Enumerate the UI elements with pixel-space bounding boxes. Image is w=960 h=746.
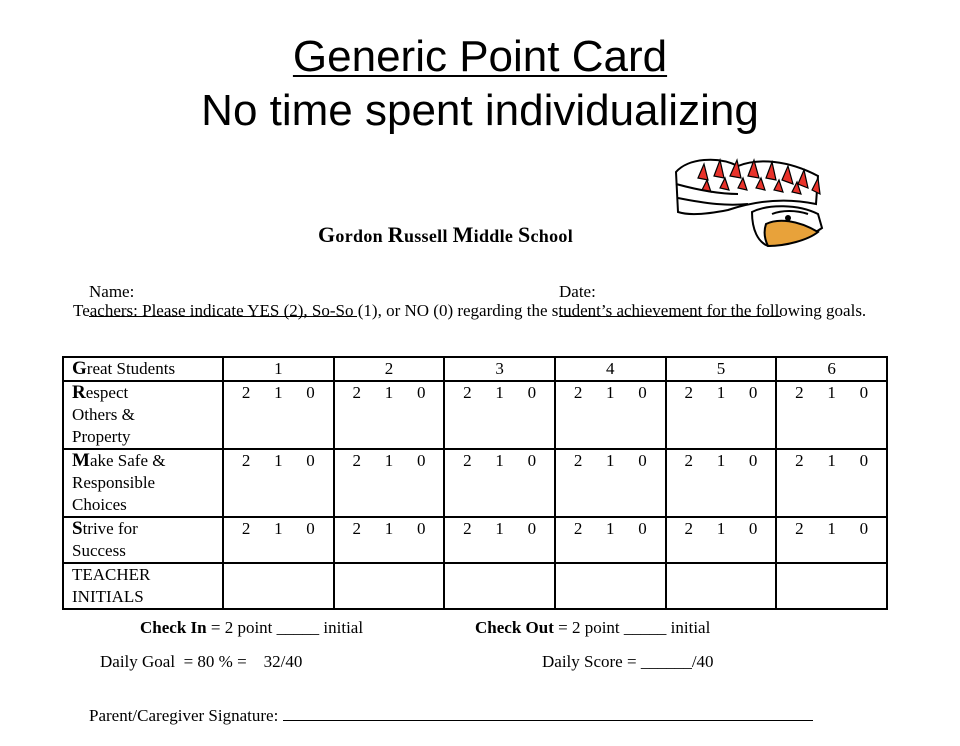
score-option[interactable]: 2 <box>241 519 251 538</box>
score-option[interactable]: 2 <box>463 383 472 402</box>
score-cell <box>334 381 445 449</box>
score-option[interactable]: 2 <box>684 519 693 538</box>
slide-title-line1: Generic Point Card <box>292 32 668 81</box>
goal-label: Strive for Success <box>63 517 223 563</box>
score-option[interactable]: 0 <box>306 383 315 402</box>
score-cell <box>666 517 777 563</box>
score-cell <box>223 381 334 449</box>
signature-label: Parent/Caregiver Signature: <box>89 706 283 725</box>
score-cell <box>555 381 666 449</box>
score-option[interactable]: 2 <box>573 519 583 538</box>
score-option[interactable]: 2 <box>463 451 472 470</box>
score-option[interactable]: 0 <box>527 451 537 470</box>
score-cell <box>334 517 445 563</box>
score-cell <box>223 449 334 517</box>
check-out-text: = 2 point _____ initial <box>553 618 711 637</box>
score-cell <box>555 517 666 563</box>
period-header: 1 <box>223 357 334 381</box>
period-header: 2 <box>334 357 445 381</box>
score-option[interactable]: 1 <box>495 383 504 402</box>
score-option[interactable]: 2 <box>795 383 804 402</box>
score-option[interactable]: 0 <box>859 383 869 402</box>
goals-table <box>62 356 888 610</box>
score-option[interactable]: 0 <box>306 519 315 538</box>
score-cell <box>444 449 555 517</box>
score-option[interactable]: 1 <box>384 451 394 470</box>
score-option[interactable]: 0 <box>638 451 647 470</box>
score-option[interactable]: 1 <box>716 519 726 538</box>
score-option[interactable]: 0 <box>527 519 537 538</box>
initials-cell[interactable] <box>666 563 777 609</box>
table-header-row <box>63 357 887 381</box>
score-cell <box>223 517 334 563</box>
score-option[interactable]: 1 <box>495 451 504 470</box>
score-cell <box>334 449 445 517</box>
score-cell <box>444 517 555 563</box>
score-cell <box>666 449 777 517</box>
period-header: 4 <box>555 357 666 381</box>
check-out-line <box>475 618 710 638</box>
score-option[interactable]: 1 <box>606 519 615 538</box>
initials-cell[interactable] <box>223 563 334 609</box>
score-cell <box>555 449 666 517</box>
score-option[interactable]: 2 <box>352 383 362 402</box>
score-option[interactable]: 1 <box>606 383 615 402</box>
score-option[interactable]: 0 <box>638 383 647 402</box>
score-option[interactable]: 0 <box>416 519 426 538</box>
name-label: Name: <box>89 282 135 301</box>
signature-field[interactable] <box>283 706 813 721</box>
score-option[interactable]: 1 <box>274 519 283 538</box>
score-option[interactable]: 1 <box>274 383 283 402</box>
score-option[interactable]: 0 <box>638 519 647 538</box>
daily-goal: Daily Goal = 80 % = 32/40 <box>100 652 303 671</box>
score-option[interactable]: 0 <box>859 519 869 538</box>
score-cell <box>776 517 887 563</box>
score-option[interactable]: 1 <box>384 383 394 402</box>
score-option[interactable]: 2 <box>684 383 693 402</box>
score-option[interactable]: 0 <box>748 383 758 402</box>
slide-title-line2: No time spent individualizing <box>201 86 759 135</box>
signature-row <box>72 686 813 746</box>
score-option[interactable]: 1 <box>384 519 394 538</box>
score-option[interactable]: 0 <box>306 451 315 470</box>
score-option[interactable]: 1 <box>274 451 283 470</box>
score-option[interactable]: 0 <box>748 451 758 470</box>
score-option[interactable]: 1 <box>827 451 836 470</box>
goal-label: Make Safe & Responsible Choices <box>63 449 223 517</box>
score-cell <box>444 381 555 449</box>
date-label: Date: <box>559 282 596 301</box>
goal-label: Respect Others & Property <box>63 381 223 449</box>
instructions-text: Teachers: Please indicate YES (2), So-So (1), or NO (0) regarding the student’s achievement for the following goals. <box>73 301 867 320</box>
score-option[interactable]: 2 <box>795 519 804 538</box>
score-option[interactable]: 1 <box>716 451 726 470</box>
score-option[interactable]: 0 <box>748 519 758 538</box>
table-row-initials <box>63 563 887 609</box>
initials-cell[interactable] <box>444 563 555 609</box>
initials-cell[interactable] <box>776 563 887 609</box>
initials-cell[interactable] <box>334 563 445 609</box>
score-cell <box>776 449 887 517</box>
score-option[interactable]: 2 <box>573 383 583 402</box>
score-cell <box>666 381 777 449</box>
header-great-students: Great Students <box>63 357 223 381</box>
table-row-respect <box>63 381 887 449</box>
score-option[interactable]: 0 <box>527 383 537 402</box>
check-in-label: Check In <box>140 618 207 637</box>
score-option[interactable]: 2 <box>241 383 251 402</box>
score-option[interactable]: 2 <box>463 519 472 538</box>
check-out-label: Check Out <box>475 618 554 637</box>
score-option[interactable]: 1 <box>495 519 504 538</box>
score-option[interactable]: 1 <box>606 451 615 470</box>
table-row-strive <box>63 517 887 563</box>
period-header: 6 <box>776 357 887 381</box>
score-option[interactable]: 1 <box>827 519 836 538</box>
table-row-safe <box>63 449 887 517</box>
check-in-text: = 2 point _____ initial <box>206 618 364 637</box>
score-option[interactable]: 0 <box>416 383 426 402</box>
score-option[interactable]: 2 <box>573 451 583 470</box>
score-option[interactable]: 2 <box>241 451 251 470</box>
score-option[interactable]: 2 <box>684 451 693 470</box>
score-option[interactable]: 0 <box>416 451 426 470</box>
score-option[interactable]: 2 <box>352 451 362 470</box>
score-cell <box>776 381 887 449</box>
teacher-initials-label: TEACHER INITIALS <box>63 563 223 609</box>
check-in-line <box>140 618 363 638</box>
score-option[interactable]: 2 <box>352 519 362 538</box>
daily-score: Daily Score = ______/40 <box>542 652 714 671</box>
initials-cell[interactable] <box>555 563 666 609</box>
score-option[interactable]: 1 <box>716 383 726 402</box>
score-option[interactable]: 1 <box>827 383 836 402</box>
school-name: Gordon Russell Middle School <box>318 222 574 247</box>
score-option[interactable]: 0 <box>859 451 869 470</box>
period-header: 5 <box>666 357 777 381</box>
period-header: 3 <box>444 357 555 381</box>
score-option[interactable]: 2 <box>795 451 804 470</box>
